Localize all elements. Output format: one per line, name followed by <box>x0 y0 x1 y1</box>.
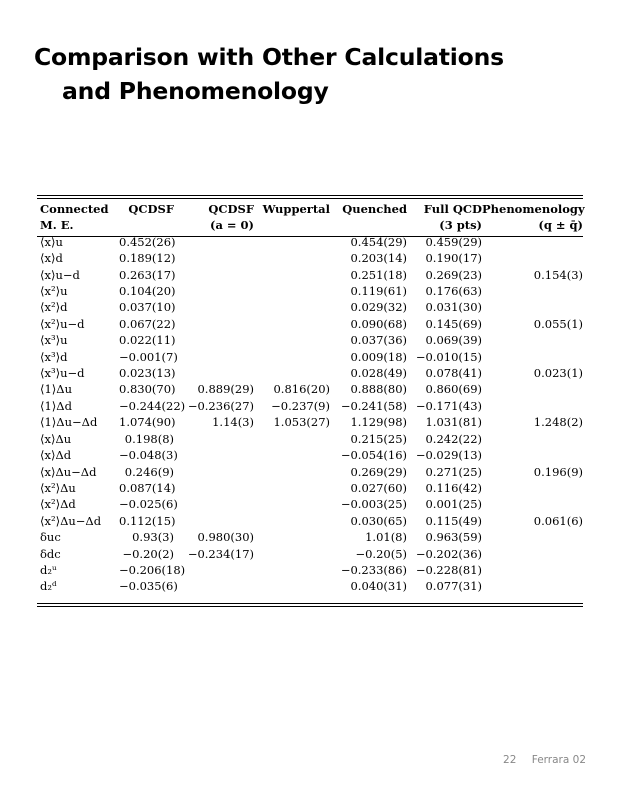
value-cell: 1.074(90) <box>119 415 176 430</box>
value-cell: 0.022(11) <box>119 333 176 348</box>
matrix-element-label: d₂ᵈ <box>40 579 57 594</box>
value-cell <box>254 578 330 594</box>
header-cell: QCDSF <box>128 202 174 216</box>
value-cell: 0.037(36) <box>350 333 407 348</box>
value-cell: 0.040(31) <box>350 579 407 594</box>
header-cell: Connected <box>40 202 109 216</box>
value-cell: 0.203(14) <box>350 251 407 266</box>
value-cell <box>254 562 330 578</box>
table-row <box>37 578 583 594</box>
value-cell: −0.241(58) <box>340 398 407 413</box>
matrix-element-label: ⟨x²⟩Δu−Δd <box>40 513 102 528</box>
table-row <box>37 447 583 463</box>
value-cell: 0.119(61) <box>350 284 407 299</box>
value-cell: 0.104(20) <box>119 284 176 299</box>
value-cell: 0.116(42) <box>425 480 482 495</box>
value-cell <box>254 299 330 315</box>
value-cell: 0.454(29) <box>350 234 407 249</box>
value-cell: 0.215(25) <box>350 431 407 446</box>
value-cell <box>174 496 254 512</box>
value-cell: 0.860(69) <box>425 382 482 397</box>
value-cell: 0.190(17) <box>425 251 482 266</box>
value-cell <box>482 283 583 299</box>
header-cell: QCDSF <box>208 202 254 216</box>
value-cell: −0.228(81) <box>415 562 482 577</box>
header-cell: Quenched <box>342 202 407 216</box>
value-cell <box>254 267 330 283</box>
header-row-1 <box>37 201 583 217</box>
value-cell <box>254 234 330 250</box>
value-cell: −0.20(2) <box>122 546 174 561</box>
matrix-element-label: ⟨x⟩Δu−Δd <box>40 464 97 479</box>
value-cell: 1.053(27) <box>273 415 330 430</box>
header-cell: (3 pts) <box>439 218 482 233</box>
value-cell: 0.271(25) <box>425 464 482 479</box>
value-cell: 0.263(17) <box>119 267 176 282</box>
value-cell <box>482 349 583 365</box>
table-row <box>37 381 583 397</box>
value-cell <box>482 381 583 397</box>
value-cell <box>482 562 583 578</box>
value-cell: −0.001(7) <box>119 349 178 364</box>
value-cell: 0.93(3) <box>132 530 174 545</box>
matrix-element-label: ⟨x⟩u−d <box>40 267 80 282</box>
value-cell: 0.069(39) <box>425 333 482 348</box>
value-cell: 0.889(29) <box>197 382 254 397</box>
table-row <box>37 250 583 266</box>
matrix-element-label: ⟨x²⟩u <box>40 284 68 299</box>
value-cell <box>254 480 330 496</box>
value-cell: 0.027(60) <box>350 480 407 495</box>
header-cell: (q ± q̄) <box>538 218 583 233</box>
matrix-element-label: ⟨x⟩d <box>40 251 63 266</box>
value-cell <box>482 578 583 594</box>
matrix-element-label: ⟨x³⟩d <box>40 349 68 364</box>
table-row <box>37 480 583 496</box>
value-cell <box>254 529 330 545</box>
value-cell: 0.087(14) <box>119 480 176 495</box>
value-cell: −0.003(25) <box>340 497 407 512</box>
value-cell: −0.206(18) <box>119 562 186 577</box>
table-row <box>37 562 583 578</box>
value-cell <box>174 316 254 332</box>
value-cell: 0.061(6) <box>533 513 583 528</box>
value-cell <box>254 332 330 348</box>
value-cell: 0.269(29) <box>350 464 407 479</box>
value-cell <box>254 464 330 480</box>
table-row <box>37 316 583 332</box>
matrix-element-label: ⟨x³⟩u <box>40 333 68 348</box>
value-cell <box>174 431 254 447</box>
matrix-element-label: ⟨1⟩Δu <box>40 382 73 397</box>
value-cell: 0.115(49) <box>425 513 482 528</box>
value-cell <box>174 267 254 283</box>
value-cell <box>174 562 254 578</box>
header-cell: Wuppertal <box>262 202 330 216</box>
value-cell: 0.077(31) <box>425 579 482 594</box>
value-cell <box>482 447 583 463</box>
value-cell <box>482 546 583 562</box>
value-cell: 0.251(18) <box>350 267 407 282</box>
value-cell <box>482 332 583 348</box>
table-row <box>37 234 583 250</box>
value-cell: 0.055(1) <box>533 316 583 331</box>
value-cell: −0.048(3) <box>119 448 178 463</box>
value-cell: −0.035(6) <box>119 579 178 594</box>
value-cell: −0.233(86) <box>340 562 407 577</box>
value-cell: 0.067(22) <box>119 316 176 331</box>
value-cell: 0.888(80) <box>350 382 407 397</box>
matrix-element-label: ⟨1⟩Δd <box>40 398 72 413</box>
value-cell <box>174 365 254 381</box>
value-cell: 0.198(8) <box>124 431 174 446</box>
value-cell: 0.145(69) <box>425 316 482 331</box>
value-cell: 0.030(65) <box>350 513 407 528</box>
value-cell: 1.129(98) <box>350 415 407 430</box>
value-cell <box>482 299 583 315</box>
value-cell <box>254 283 330 299</box>
value-cell <box>482 431 583 447</box>
value-cell <box>482 398 583 414</box>
value-cell <box>174 250 254 266</box>
header-cell <box>254 217 330 233</box>
header-cell: M. E. <box>40 218 74 233</box>
matrix-element-label: δuc <box>40 530 61 545</box>
value-cell <box>174 299 254 315</box>
value-cell: 0.023(13) <box>119 366 176 381</box>
value-cell: −0.20(5) <box>355 546 407 561</box>
value-cell: 0.452(26) <box>119 234 176 249</box>
top-rule-1 <box>37 195 583 196</box>
value-cell: −0.054(16) <box>340 448 407 463</box>
value-cell: 0.029(32) <box>350 300 407 315</box>
value-cell <box>174 332 254 348</box>
value-cell <box>254 431 330 447</box>
matrix-element-label: ⟨x²⟩Δu <box>40 480 76 495</box>
value-cell: −0.029(13) <box>415 448 482 463</box>
value-cell: 1.248(2) <box>533 415 583 430</box>
value-cell: −0.236(27) <box>187 398 254 413</box>
value-cell: 0.459(29) <box>425 234 482 249</box>
value-cell: 0.078(41) <box>425 366 482 381</box>
value-cell: −0.171(43) <box>415 398 482 413</box>
value-cell <box>174 349 254 365</box>
table-row <box>37 496 583 512</box>
value-cell: 0.028(49) <box>350 366 407 381</box>
value-cell <box>254 513 330 529</box>
bottom-rule-1 <box>37 603 583 604</box>
value-cell <box>254 316 330 332</box>
table-row <box>37 414 583 430</box>
value-cell: 1.031(81) <box>425 415 482 430</box>
header-row-2 <box>37 217 583 233</box>
header-cell: Full QCD <box>423 202 482 216</box>
value-cell: 0.189(12) <box>119 251 176 266</box>
value-cell <box>482 529 583 545</box>
matrix-element-label: ⟨x²⟩u−d <box>40 316 85 331</box>
value-cell: 0.830(70) <box>119 382 176 397</box>
matrix-element-label: ⟨x⟩Δd <box>40 448 72 463</box>
matrix-element-label: ⟨x⟩Δu <box>40 431 72 446</box>
value-cell <box>482 234 583 250</box>
title-line-1: Comparison with Other Calculations <box>34 43 504 71</box>
value-cell: −0.244(22) <box>119 398 186 413</box>
value-cell: 0.037(10) <box>119 300 176 315</box>
table-row <box>37 283 583 299</box>
page-number: 22 <box>503 754 517 766</box>
value-cell <box>254 365 330 381</box>
value-cell: 0.001(25) <box>425 497 482 512</box>
table-row <box>37 513 583 529</box>
table-row <box>37 546 583 562</box>
value-cell: 0.009(18) <box>350 349 407 364</box>
table-row <box>37 299 583 315</box>
value-cell <box>174 480 254 496</box>
value-cell <box>254 250 330 266</box>
value-cell: 0.980(30) <box>197 530 254 545</box>
value-cell: −0.237(9) <box>271 398 330 413</box>
table-row <box>37 349 583 365</box>
footer-label: Ferrara 02 <box>531 754 586 766</box>
value-cell: 0.242(22) <box>425 431 482 446</box>
value-cell: 0.963(59) <box>425 530 482 545</box>
matrix-element-label: ⟨x⟩u <box>40 234 63 249</box>
header-cell <box>330 217 407 233</box>
top-rule-2 <box>37 198 583 199</box>
table-row <box>37 267 583 283</box>
value-cell: 0.246(9) <box>124 464 174 479</box>
header-cell: Phenomenology <box>482 202 585 216</box>
matrix-element-label: ⟨x³⟩u−d <box>40 366 85 381</box>
header-cell: (a = 0) <box>210 218 254 233</box>
value-cell: 0.112(15) <box>119 513 176 528</box>
matrix-element-label: ⟨x²⟩d <box>40 300 68 315</box>
value-cell <box>254 447 330 463</box>
value-cell: 0.269(23) <box>425 267 482 282</box>
table-row <box>37 398 583 414</box>
value-cell <box>254 349 330 365</box>
matrix-element-label: ⟨x²⟩Δd <box>40 497 76 512</box>
value-cell <box>254 496 330 512</box>
slide-title <box>34 40 504 108</box>
value-cell: 0.196(9) <box>533 464 583 479</box>
comparison-table <box>37 201 583 595</box>
value-cell <box>174 234 254 250</box>
matrix-element-label: δdc <box>40 546 61 561</box>
value-cell: 1.01(8) <box>365 530 407 545</box>
table-row <box>37 464 583 480</box>
value-cell: 0.023(1) <box>533 366 583 381</box>
value-cell: 0.090(68) <box>350 316 407 331</box>
value-cell <box>482 250 583 266</box>
header-cell <box>119 217 174 233</box>
value-cell: −0.234(17) <box>187 546 254 561</box>
value-cell <box>174 283 254 299</box>
table-row <box>37 431 583 447</box>
value-cell: −0.025(6) <box>119 497 178 512</box>
table-row <box>37 529 583 545</box>
slide-footer <box>503 754 586 766</box>
value-cell: −0.202(36) <box>415 546 482 561</box>
value-cell <box>174 464 254 480</box>
value-cell: 0.816(20) <box>273 382 330 397</box>
value-cell <box>174 447 254 463</box>
table-row <box>37 365 583 381</box>
value-cell <box>482 480 583 496</box>
value-cell: 1.14(3) <box>212 415 254 430</box>
value-cell <box>254 546 330 562</box>
value-cell: 0.176(63) <box>425 284 482 299</box>
table-row <box>37 332 583 348</box>
value-cell <box>174 578 254 594</box>
matrix-element-label: d₂ᵘ <box>40 562 57 577</box>
value-cell <box>174 513 254 529</box>
title-line-2: and Phenomenology <box>62 77 329 105</box>
matrix-element-label: ⟨1⟩Δu−Δd <box>40 415 98 430</box>
value-cell: −0.010(15) <box>415 349 482 364</box>
value-cell: 0.154(3) <box>533 267 583 282</box>
value-cell: 0.031(30) <box>425 300 482 315</box>
bottom-rule-2 <box>37 606 583 607</box>
value-cell <box>482 496 583 512</box>
